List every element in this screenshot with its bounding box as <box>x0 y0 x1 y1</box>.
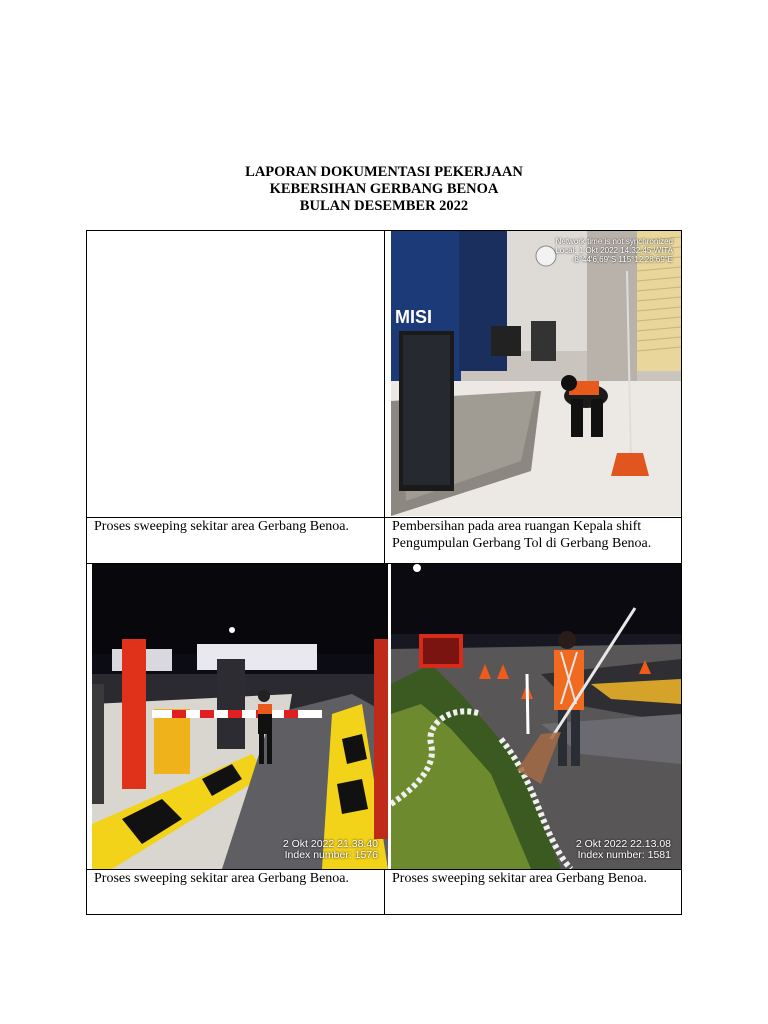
caption-3-line-1: Proses sweeping sekitar area Gerbang Benoa. <box>94 871 350 886</box>
photo-toll-gate-sweeping <box>92 564 388 869</box>
title-line-1: LAPORAN DOKUMENTASI PEKERJAAN <box>245 164 523 180</box>
timestamp-overlay <box>555 237 673 264</box>
caption-2-line-2: Pengumpulan Gerbang Tol di Gerbang Benoa. <box>392 536 652 551</box>
documentation-table <box>86 230 682 915</box>
stamp-date-time: 2 Okt 2022 21.38.40 <box>282 838 378 850</box>
photo-empty <box>87 231 384 517</box>
table-border-right <box>681 230 682 915</box>
stamp-coordinates: -8°44'6,69"S 115°12'28,69"E <box>571 255 673 264</box>
caption-cell-1 <box>87 518 384 563</box>
stamp-local-time: Local: 1 Okt 2022 14.32.45 WITA <box>555 246 673 255</box>
caption-4-line-1: Proses sweeping sekitar area Gerbang Benoa. <box>392 871 648 886</box>
stamp-date-time: 2 Okt 2022 22.13.08 <box>575 838 671 850</box>
garden-scene <box>391 564 681 869</box>
title-line-2: KEBERSIHAN GERBANG BENOA <box>269 181 499 197</box>
timestamp-overlay <box>283 839 378 861</box>
caption-2-line-1: Pembersihan pada area ruangan Kepala shift <box>392 519 642 534</box>
office-scene <box>391 231 681 516</box>
stamp-index-number: Index number: 1581 <box>577 849 671 861</box>
wall-sign-text: MISI <box>395 307 433 327</box>
photo-office-cleaning <box>391 231 681 516</box>
caption-cell-2 <box>385 518 681 563</box>
title-line-3: BULAN DESEMBER 2022 <box>299 198 469 214</box>
stamp-network: Network time is not synchronized <box>555 237 673 246</box>
timestamp-overlay <box>576 839 671 861</box>
caption-1-line-1: Proses sweeping sekitar area Gerbang Benoa. <box>94 519 350 534</box>
caption-cell-3 <box>87 870 384 914</box>
caption-cell-4 <box>385 870 681 914</box>
toll-gate-scene <box>92 564 388 869</box>
photo-garden-sweeping <box>391 564 681 869</box>
stamp-index-number: Index number: 1576 <box>284 849 378 861</box>
report-title <box>0 164 768 215</box>
